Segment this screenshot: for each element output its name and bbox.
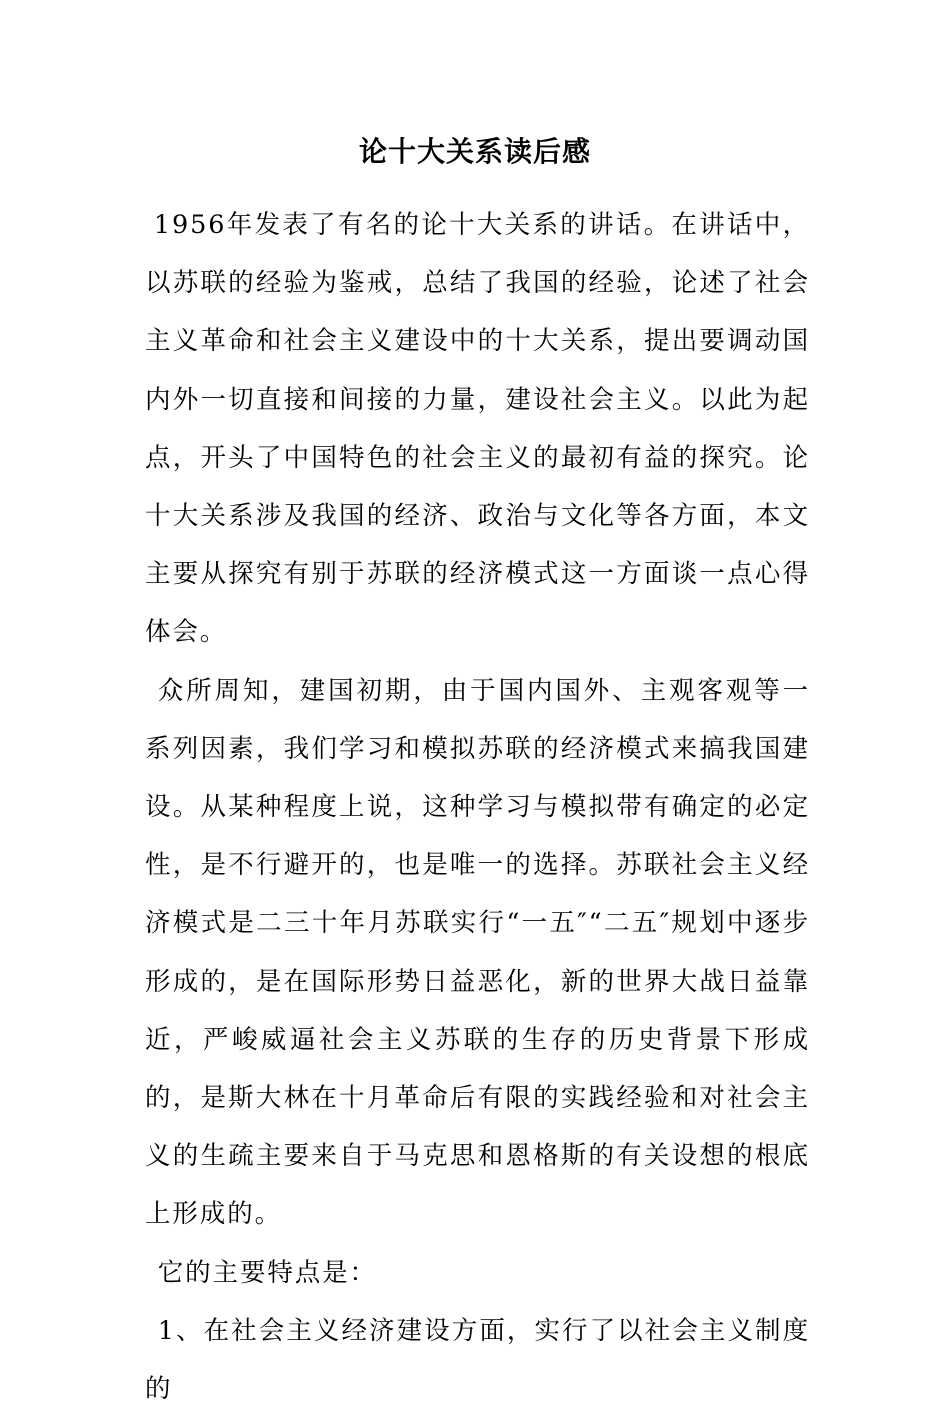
paragraph-features-heading: 它的主要特点是： (157, 1257, 377, 1288)
paragraph-intro: 1956年发表了有名的论十大关系的讲话。在讲话中，以苏联的经验为鉴戒，总结了我国的经验，论述了社会主义革命和社会主义建设中的十大关系，提出要调动国内外一切直接和间接的力量，建设社会主义。以此为起点，开头了中国特色的社会主义的最初有益的探究。论十大关系涉及我国的经济、政治与文化等各方面，本文主要从探究有别于苏联的经济模式这一方面谈一点心得体会。 (145, 210, 810, 648)
paragraph-soviet-model: 众所周知，建国初期，由于国内国外、主观客观等一系列因素，我们学习和模拟苏联的经济模式来搞我国建设。从某种程度上说，这种学习与模拟带有确定的必定性，是不行避开的，也是唯一的选择。苏联社会主义经济模式是二三十年月苏联实行“一五″“二五″规划中逐步形成的，是在国际形势日益恶化，新的世界大战日益靠近，严峻威逼社会主义苏联的生存的历史背景下形成的，是斯大林在十月革命后有限的实践经验和对社会主义的生疏主要来自于马克思和恩格斯的有关设想的根底上形成的。 (145, 675, 810, 1230)
paragraph-feature-1: 1、在社会主义经济建设方面，实行了以社会主义制度的 (145, 1315, 810, 1405)
page-title: 论十大关系读后感 (358, 135, 591, 168)
document-body (145, 196, 810, 1418)
